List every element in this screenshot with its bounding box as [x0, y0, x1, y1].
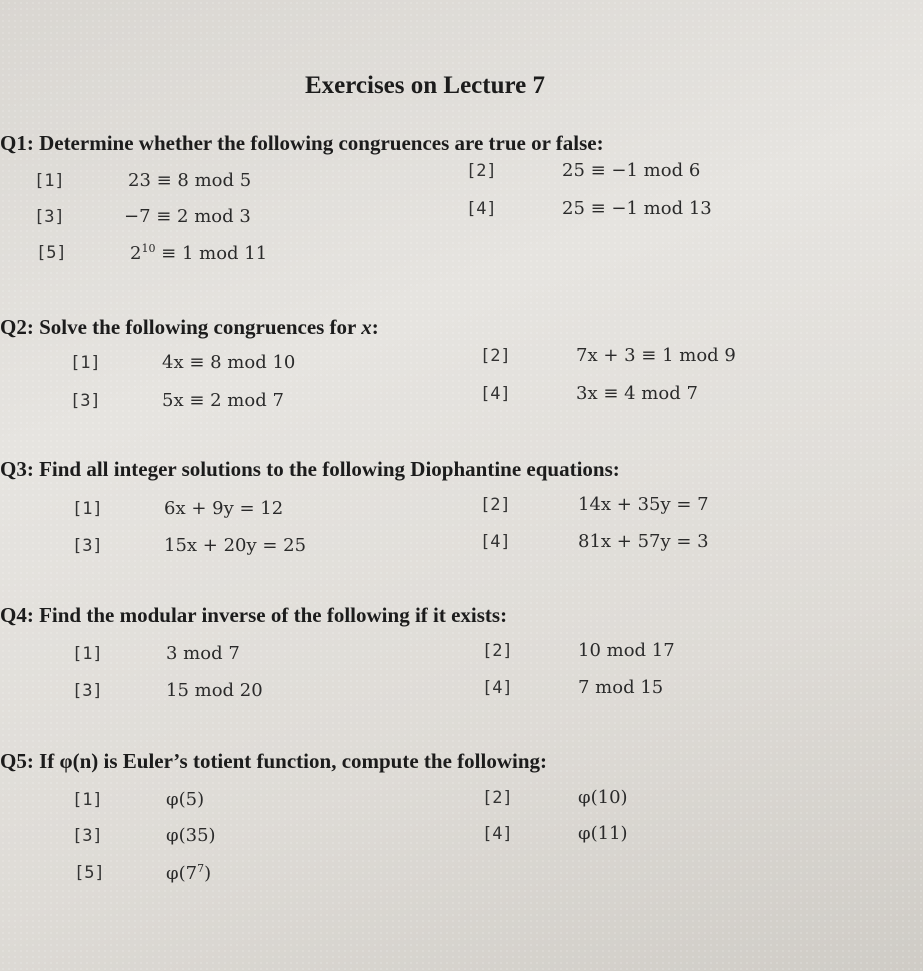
item-expression: φ(11)	[578, 823, 628, 844]
q1-item-1	[34, 170, 252, 191]
q5-heading: Q5: If φ(n) is Euler’s totient function, compute the following:	[0, 749, 548, 773]
q5-item-5	[74, 862, 212, 884]
q1-item-3	[34, 206, 251, 227]
q2-item-4	[480, 383, 698, 404]
item-number: [1]	[72, 499, 103, 519]
item-expression: $\varphi(7^7)$	[166, 862, 212, 884]
item-number: [3]	[72, 681, 103, 701]
q3-item-4	[480, 531, 709, 552]
item-number: [4]	[480, 532, 511, 552]
item-expression: −7 ≡ 2 mod 3	[124, 206, 251, 227]
item-expression: 15x + 20y = 25	[164, 535, 307, 556]
item-expression: φ(5)	[166, 789, 205, 810]
item-expression: 3 mod 7	[166, 643, 240, 664]
item-expression: 25 ≡ −1 mod 13	[562, 198, 712, 219]
q1-item-4	[466, 198, 712, 219]
q1-item-5	[36, 242, 268, 264]
item-expression: 81x + 57y = 3	[578, 531, 709, 552]
q2-heading: Q2: Solve the following congruences for x:	[0, 315, 379, 339]
item-expression: 7x + 3 ≡ 1 mod 9	[576, 345, 736, 366]
item-expression: 10 mod 17	[578, 640, 675, 661]
item-expression: 15 mod 20	[166, 680, 263, 701]
item-number: [2]	[482, 641, 513, 661]
item-expression: 4x ≡ 8 mod 10	[162, 352, 296, 373]
item-number: [3]	[72, 826, 103, 846]
item-number: [2]	[482, 788, 513, 808]
q4-item-1	[72, 643, 240, 664]
q5-item-3	[72, 825, 216, 846]
q4-item-2	[482, 640, 675, 661]
q1-heading: Q1: Determine whether the following congruences are true or false:	[0, 131, 604, 155]
item-number: [5]	[74, 863, 105, 883]
item-number: [1]	[72, 790, 103, 810]
item-number: [2]	[466, 161, 497, 181]
item-number: [4]	[482, 678, 513, 698]
q4-item-3	[72, 680, 263, 701]
item-expression: 5x ≡ 2 mod 7	[162, 390, 284, 411]
item-number: [1]	[34, 171, 65, 191]
item-number: [2]	[480, 495, 511, 515]
item-number: [4]	[466, 199, 497, 219]
item-number: [3]	[70, 391, 101, 411]
q3-item-2	[480, 494, 709, 515]
q3-item-1	[72, 498, 284, 519]
q1-item-2	[466, 160, 701, 181]
item-expression: φ(35)	[166, 825, 216, 846]
item-number: [4]	[482, 824, 513, 844]
q2-item-3	[70, 390, 284, 411]
q3-heading: Q3: Find all integer solutions to the following Diophantine equations:	[0, 457, 620, 481]
q5-item-2	[482, 787, 628, 808]
q3-item-3	[72, 535, 307, 556]
item-expression: 7 mod 15	[578, 677, 664, 698]
q4-item-4	[482, 677, 664, 698]
item-number: [1]	[72, 644, 103, 664]
page-title: Exercises on Lecture 7	[304, 72, 545, 99]
item-expression: φ(10)	[578, 787, 628, 808]
q5-item-1	[72, 789, 205, 810]
item-expression: 23 ≡ 8 mod 5	[128, 170, 252, 191]
item-number: [3]	[34, 207, 65, 227]
q2-item-2	[480, 345, 736, 366]
item-number: [1]	[70, 353, 101, 373]
item-expression: 6x + 9y = 12	[164, 498, 284, 519]
q4-heading: Q4: Find the modular inverse of the following if it exists:	[0, 603, 508, 627]
item-expression: 14x + 35y = 7	[578, 494, 709, 515]
item-number: [5]	[36, 243, 67, 263]
item-expression: 3x ≡ 4 mod 7	[576, 383, 698, 404]
item-number: [4]	[480, 384, 511, 404]
item-expression: $2^{10} \equiv 1$ mod 11	[130, 242, 268, 264]
item-number: [2]	[480, 346, 511, 366]
item-number: [3]	[72, 536, 103, 556]
item-expression: 25 ≡ −1 mod 6	[562, 160, 701, 181]
q5-item-4	[482, 823, 628, 844]
q2-item-1	[70, 352, 296, 373]
